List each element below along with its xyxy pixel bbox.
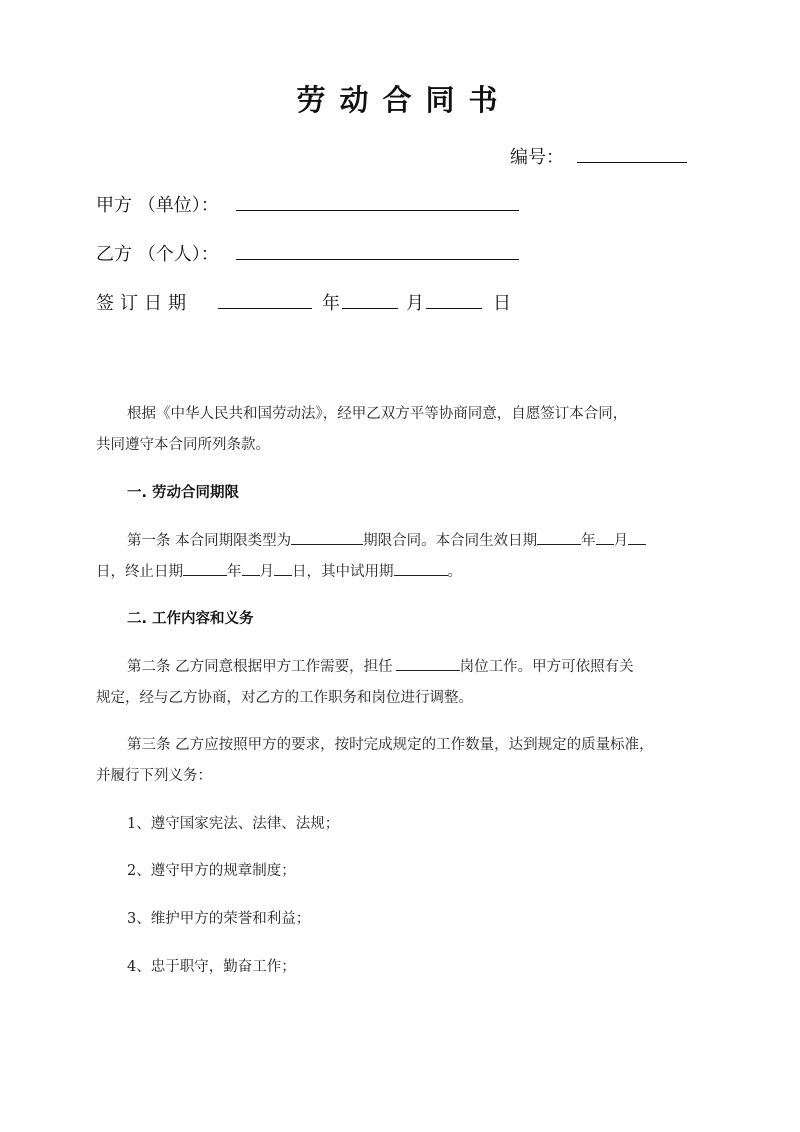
article-1-text-a: 第一条 本合同期限类型为 bbox=[127, 533, 292, 549]
article-3-line-1: 第三条 乙方应按照甲方的要求，按时完成规定的工作数量，达到规定的质量标准， bbox=[127, 737, 654, 753]
sign-day-label: 日 bbox=[493, 293, 511, 314]
preamble-line-1: 根据《中华人民共和国劳动法》，经甲乙双方平等协商同意，自愿签订本合同， bbox=[127, 406, 628, 422]
contract-number-field[interactable] bbox=[577, 162, 687, 163]
section-heading-duties: 二. 工作内容和义务 bbox=[127, 611, 254, 627]
sign-day-field[interactable] bbox=[426, 308, 482, 309]
sign-year-label: 年 bbox=[322, 293, 340, 314]
sign-date-label: 签订日期 bbox=[96, 293, 192, 314]
article-1-text-e: 日，终止日期 bbox=[96, 564, 183, 580]
article-2-text-a: 第二条 乙方同意根据甲方工作需要，担任 bbox=[127, 659, 393, 675]
party-b-label: 乙方 （个人）： bbox=[96, 244, 219, 265]
end-day-field[interactable] bbox=[274, 562, 292, 576]
sign-year-field[interactable] bbox=[218, 308, 312, 309]
article-1-text-i: 。 bbox=[447, 564, 462, 580]
preamble-line-2: 共同遵守本合同所列条款。 bbox=[96, 437, 270, 453]
section-heading-term: 一. 劳动合同期限 bbox=[127, 485, 240, 501]
article-3-line-2: 并履行下列义务： bbox=[96, 768, 212, 784]
article-2-line-1 bbox=[127, 655, 634, 676]
article-1-text-h: 日，其中试用期 bbox=[292, 564, 394, 580]
article-1-text-c: 年 bbox=[581, 533, 596, 549]
article-1-text-b: 期限合同。本合同生效日期 bbox=[363, 533, 538, 549]
effective-year-field[interactable] bbox=[537, 531, 581, 545]
party-a-field[interactable] bbox=[236, 210, 519, 211]
sign-month-field[interactable] bbox=[342, 308, 398, 309]
article-1-line-1 bbox=[127, 529, 646, 550]
end-year-field[interactable] bbox=[183, 562, 227, 576]
position-field[interactable] bbox=[396, 657, 460, 671]
contract-number-label: 编号： bbox=[510, 147, 564, 168]
end-month-field[interactable] bbox=[242, 562, 260, 576]
party-b-field[interactable] bbox=[236, 259, 519, 260]
duty-item: 2、遵守甲方的规章制度； bbox=[127, 863, 296, 879]
duty-item: 1、遵守国家宪法、法律、法规； bbox=[127, 816, 340, 832]
document-title: 劳动合同书 bbox=[296, 83, 512, 117]
probation-period-field[interactable] bbox=[394, 562, 448, 576]
duty-item: 4、忠于职守，勤奋工作； bbox=[127, 959, 296, 975]
sign-month-label: 月 bbox=[406, 293, 424, 314]
article-1-text-d: 月 bbox=[613, 533, 629, 549]
article-1-text-f: 年 bbox=[227, 564, 242, 580]
article-2-text-b: 岗位工作。甲方可依照有关 bbox=[459, 659, 634, 675]
duty-item: 3、维护甲方的荣誉和利益； bbox=[127, 911, 311, 927]
contract-type-field[interactable] bbox=[291, 531, 363, 545]
article-1-line-2 bbox=[96, 560, 462, 581]
article-2-line-2: 规定，经与乙方协商，对乙方的工作职务和岗位进行调整。 bbox=[96, 690, 473, 706]
effective-month-field[interactable] bbox=[596, 531, 614, 545]
party-a-label: 甲方 （单位）： bbox=[96, 195, 219, 216]
effective-day-field[interactable] bbox=[628, 531, 646, 545]
article-1-text-g: 月 bbox=[259, 564, 274, 580]
